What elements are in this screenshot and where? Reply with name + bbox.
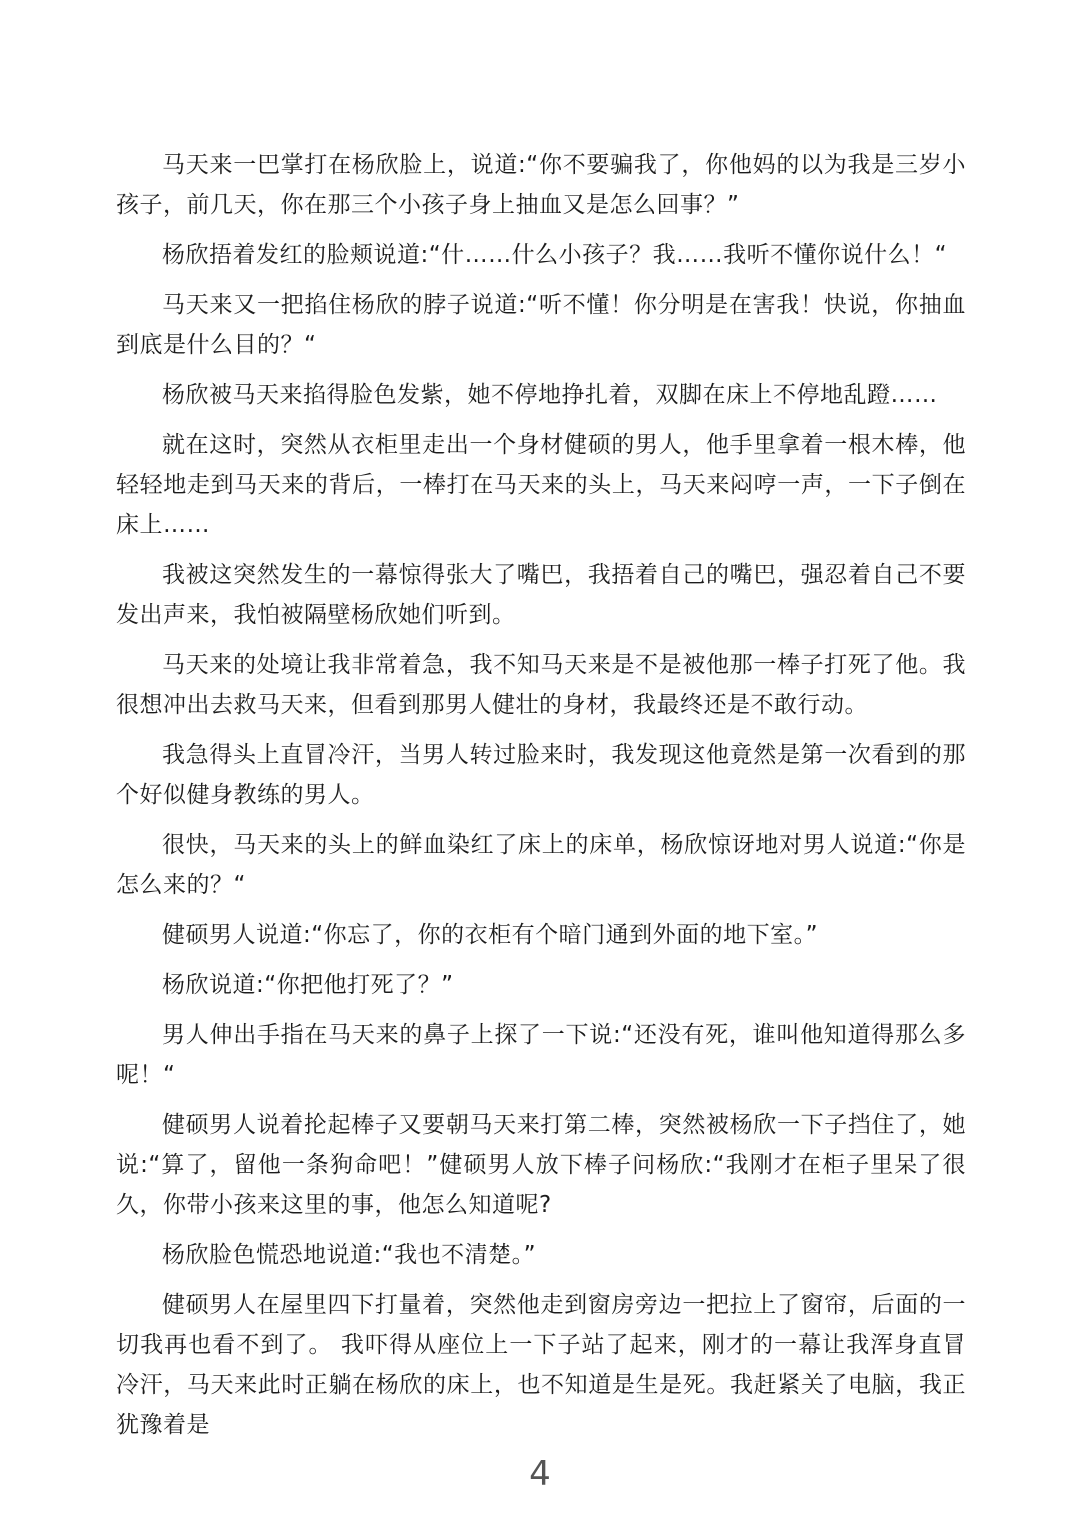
paragraph: 马天来又一把掐住杨欣的脖子说道:“听不懂！你分明是在害我！快说，你抽血到底是什么目的？“ — [116, 292, 966, 358]
paragraph: 健硕男人说道:“你忘了，你的衣柜有个暗门通到外面的地下室。” — [162, 922, 819, 948]
paragraph: 很快，马天来的头上的鲜血染红了床上的床单，杨欣惊讶地对男人说道:“你是怎么来的？“ — [116, 832, 966, 898]
page-number: 4 — [529, 1454, 551, 1494]
paragraph: 杨欣脸色慌恐地说道:“我也不清楚。” — [162, 1242, 537, 1268]
paragraph: 男人伸出手指在马天来的鼻子上探了一下说:“还没有死，谁叫他知道得那么多呢！“ — [116, 1022, 966, 1088]
paragraph: 杨欣说道:“你把他打死了？” — [162, 972, 454, 998]
paragraph: 我被这突然发生的一幕惊得张大了嘴巴，我捂着自己的嘴巴，强忍着自己不要发出声来，我怕被隔壁杨欣她们听到。 — [116, 562, 966, 628]
paragraph: 就在这时，突然从衣柜里走出一个身材健硕的男人，他手里拿着一根木棒，他轻轻地走到马天来的背后，一棒打在马天来的头上，马天来闷哼一声，一下子倒在床上…… — [116, 432, 966, 538]
paragraph: 杨欣被马天来掐得脸色发紫，她不停地挣扎着，双脚在床上不停地乱蹬…… — [162, 382, 938, 408]
paragraph: 马天来的处境让我非常着急，我不知马天来是不是被他那一棒子打死了他。我很想冲出去救马天来，但看到那男人健壮的身材，我最终还是不敢行动。 — [116, 652, 966, 718]
paragraph: 杨欣捂着发红的脸颊说道:“什……什么小孩子？我……我听不懂你说什么！“ — [162, 242, 948, 268]
paragraph: 我急得头上直冒冷汗，当男人转过脸来时，我发现这他竟然是第一次看到的那个好似健身教练的男人。 — [116, 742, 966, 808]
paragraph: 马天来一巴掌打在杨欣脸上，说道:“你不要骗我了，你他妈的以为我是三岁小孩子，前几天，你在那三个小孩子身上抽血又是怎么回事？” — [116, 152, 966, 218]
paragraph: 健硕男人在屋里四下打量着，突然他走到窗房旁边一把拉上了窗帘，后面的一切我再也看不到了。 我吓得从座位上一下子站了起来，刚才的一幕让我浑身直冒冷汗，马天来此时正躺在杨欣的床上，也不知道是生是死。我赶紧关了电脑，我正犹豫着是 — [116, 1292, 966, 1438]
paragraph: 健硕男人说着抡起棒子又要朝马天来打第二棒，突然被杨欣一下子挡住了，她说:“算了，留他一条狗命吧！”健硕男人放下棒子问杨欣:“我刚才在柜子里呆了很久，你带小孩来这里的事，他怎么知道呢? — [116, 1112, 966, 1218]
document-page — [116, 145, 966, 1455]
